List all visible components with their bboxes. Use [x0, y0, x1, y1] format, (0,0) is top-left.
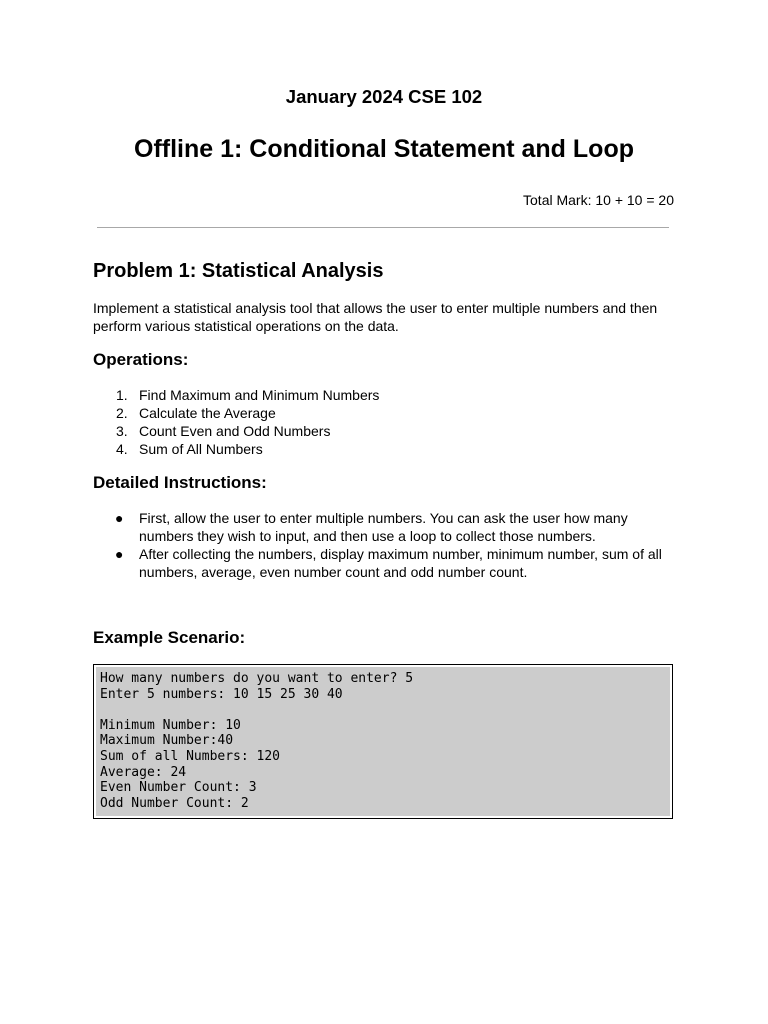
list-item	[93, 440, 678, 458]
example-heading: Example Scenario:	[93, 628, 246, 647]
list-item-text: Calculate the Average	[139, 405, 276, 421]
code-line: Average: 24	[100, 764, 187, 780]
problem-heading: Problem 1: Statistical Analysis	[93, 260, 384, 282]
list-item	[93, 509, 678, 545]
code-line: How many numbers do you want to enter? 5	[100, 671, 414, 686]
instructions-heading: Detailed Instructions:	[93, 473, 267, 492]
bullet-icon: ●	[115, 546, 124, 562]
code-background	[96, 667, 670, 816]
example-code-block	[93, 664, 673, 819]
list-item-number: 1.	[116, 387, 128, 403]
code-line: Enter 5 numbers: 10 15 25 30 40	[100, 686, 343, 702]
operations-heading: Operations:	[93, 350, 189, 369]
code-line: Sum of all Numbers: 120	[100, 749, 281, 764]
list-item-text: First, allow the user to enter multiple numbers. You can ask the user how many numbers they wish to input, and then use a loop to collect those numbers.	[139, 510, 628, 544]
list-item	[93, 386, 678, 404]
list-item-number: 3.	[116, 423, 128, 439]
list-item-text: Sum of All Numbers	[139, 441, 263, 457]
code-line: Odd Number Count: 2	[100, 795, 249, 811]
code-line: Maximum Number:40	[100, 733, 234, 749]
instructions-list	[93, 509, 678, 581]
list-item	[93, 404, 678, 422]
list-item-text: Count Even and Odd Numbers	[139, 423, 331, 439]
code-line: Minimum Number: 10	[100, 717, 241, 733]
list-item-text: Find Maximum and Minimum Numbers	[139, 387, 380, 403]
total-mark: Total Mark: 10 + 10 = 20	[523, 192, 674, 208]
code-line: Even Number Count: 3	[100, 780, 257, 796]
operations-list	[93, 386, 678, 458]
document-title: Offline 1: Conditional Statement and Loop	[134, 135, 634, 163]
horizontal-divider	[97, 227, 669, 228]
list-item	[93, 545, 678, 581]
problem-description: Implement a statistical analysis tool that allows the user to enter multiple numbers and then perform various statistical operations on the data.	[93, 300, 658, 334]
course-heading: January 2024 CSE 102	[285, 86, 483, 107]
list-item-number: 4.	[116, 441, 128, 457]
list-item-text: After collecting the numbers, display maximum number, minimum number, sum of all numbers, average, even number count and odd number count.	[139, 546, 662, 580]
bullet-icon: ●	[115, 510, 124, 526]
list-item-number: 2.	[116, 405, 128, 421]
list-item	[93, 422, 678, 440]
